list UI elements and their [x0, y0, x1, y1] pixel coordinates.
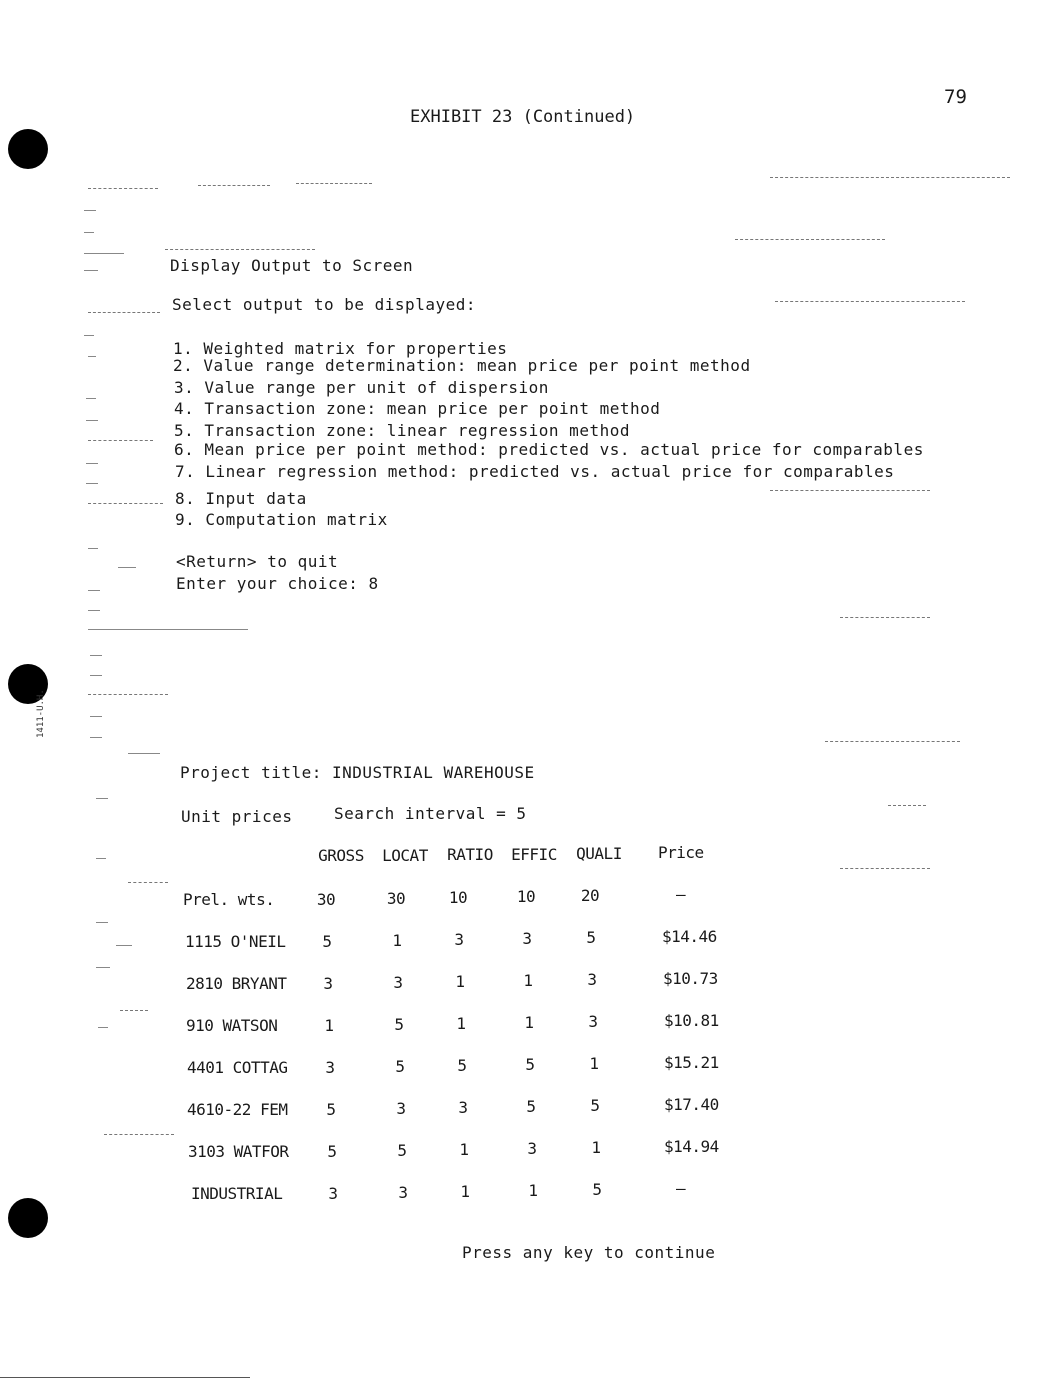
scan-artifact [90, 716, 102, 717]
price-cell: $15.21 [664, 1053, 719, 1072]
scan-artifact [770, 177, 1010, 178]
table-cell: 1 [459, 1140, 469, 1159]
scan-artifact [825, 741, 960, 742]
scan-artifact [90, 675, 102, 676]
price-cell: – [676, 1179, 686, 1198]
scan-artifact [116, 945, 132, 946]
column-header: QUALI [576, 844, 622, 863]
menu-item-5: 5. Transaction zone: linear regression method [174, 421, 630, 440]
table-cell: 3 [325, 1058, 335, 1077]
scan-artifact [96, 858, 106, 859]
menu-item-7: 7. Linear regression method: predicted vs. actual price for comparables [175, 462, 895, 481]
scan-artifact [86, 463, 98, 464]
scan-artifact [84, 335, 94, 336]
table-cell: 1 [523, 971, 533, 990]
table-cell: 3 [527, 1139, 537, 1158]
scan-artifact [86, 398, 96, 399]
search-interval: Search interval = 5 [334, 804, 527, 823]
scan-artifact [735, 239, 885, 240]
scan-artifact [840, 617, 930, 618]
table-cell: 3 [323, 974, 333, 993]
table-cell: 5 [395, 1057, 405, 1076]
punch-hole-bottom [8, 1198, 48, 1238]
price-cell: $14.94 [664, 1137, 719, 1156]
table-cell: 3 [398, 1183, 408, 1202]
scan-artifact [120, 1010, 148, 1011]
table-cell: 5 [397, 1141, 407, 1160]
table-cell: 3 [458, 1098, 468, 1117]
scan-artifact [775, 301, 965, 302]
scan-artifact [104, 1134, 174, 1135]
table-cell: 5 [586, 928, 596, 947]
price-cell: $14.46 [662, 927, 717, 946]
table-cell: 5 [525, 1055, 535, 1074]
table-cell: 1 [528, 1181, 538, 1200]
scan-artifact [888, 805, 926, 806]
table-cell: 5 [592, 1180, 602, 1199]
table-cell: 1 [589, 1054, 599, 1073]
table-cell: 5 [457, 1056, 467, 1075]
menu-item-6: 6. Mean price per point method: predicted vs. actual price for comparables [174, 440, 924, 459]
table-cell: 1 [524, 1013, 534, 1032]
continue-prompt: Press any key to continue [462, 1243, 716, 1262]
scan-artifact [88, 629, 248, 630]
row-label: 2810 BRYANT [186, 974, 287, 993]
scan-artifact [84, 253, 124, 254]
scan-artifact [86, 420, 98, 421]
scan-artifact [88, 440, 153, 441]
row-label: Prel. wts. [183, 890, 275, 909]
table-cell: 1 [324, 1016, 334, 1035]
scan-artifact [88, 188, 158, 189]
page-number: 79 [944, 86, 967, 108]
table-cell: 10 [448, 888, 468, 907]
column-header: GROSS [318, 846, 364, 865]
row-label: 4401 COTTAG [187, 1058, 288, 1077]
scan-artifact [84, 232, 94, 233]
scan-artifact [88, 590, 100, 591]
table-cell: 3 [522, 929, 532, 948]
table-cell: 3 [588, 1012, 598, 1031]
row-label: 1115 O'NEIL [185, 932, 286, 951]
scan-artifact [96, 798, 108, 799]
row-label: 3103 WATFOR [188, 1142, 289, 1161]
table-cell: 5 [590, 1096, 600, 1115]
scan-artifact [88, 548, 98, 549]
menu-item-3: 3. Value range per unit of dispersion [174, 378, 549, 397]
scan-artifact [98, 1027, 108, 1028]
table-cell: 5 [322, 932, 332, 951]
scan-artifact [88, 356, 96, 357]
column-header: RATIO [447, 845, 493, 864]
table-cell: 3 [396, 1099, 406, 1118]
table-cell: 3 [454, 930, 464, 949]
column-header: Price [658, 843, 704, 862]
table-cell: 20 [580, 886, 600, 905]
table-cell: 1 [455, 972, 465, 991]
scan-artifact [88, 503, 163, 504]
scan-artifact [198, 185, 270, 186]
table-cell: 5 [394, 1015, 404, 1034]
scan-artifact [118, 567, 136, 568]
menu-item-8: 8. Input data [175, 489, 307, 508]
table-cell: 1 [460, 1182, 470, 1201]
price-cell: – [676, 885, 686, 904]
price-cell: $10.81 [664, 1011, 719, 1030]
table-cell: 30 [386, 889, 406, 908]
menu-item-9: 9. Computation matrix [175, 510, 388, 529]
scan-artifact [90, 655, 102, 656]
table-cell: 3 [393, 973, 403, 992]
scan-artifact [84, 210, 96, 211]
margin-code: 1411-U.H. [36, 689, 46, 738]
scan-artifact [84, 270, 98, 271]
table-cell: 5 [326, 1100, 336, 1119]
price-cell: $17.40 [664, 1095, 719, 1114]
quit-hint: <Return> to quit [176, 552, 339, 571]
table-cell: 5 [327, 1142, 337, 1161]
table-cell: 3 [587, 970, 597, 989]
table-cell: 1 [392, 931, 402, 950]
row-label: 4610-22 FEM [187, 1100, 288, 1119]
table-cell: 30 [316, 890, 336, 909]
menu-heading: Display Output to Screen [170, 256, 414, 275]
scan-artifact [296, 183, 372, 184]
scan-artifact [840, 868, 930, 869]
column-header: EFFIC [511, 845, 557, 864]
row-label: 910 WATSON [186, 1016, 278, 1035]
column-header: LOCAT [382, 846, 428, 865]
table-cell: 10 [516, 887, 536, 906]
scan-artifact [165, 249, 315, 250]
table-cell: 1 [591, 1138, 601, 1157]
menu-item-1: 1. Weighted matrix for properties [173, 339, 508, 358]
row-label: INDUSTRIAL [191, 1184, 283, 1203]
scan-artifact [96, 967, 110, 968]
menu-item-4: 4. Transaction zone: mean price per point method [174, 399, 661, 418]
scan-artifact [96, 922, 108, 923]
price-cell: $10.73 [663, 969, 718, 988]
project-title: Project title: INDUSTRIAL WAREHOUSE [180, 763, 535, 782]
scan-artifact [86, 483, 98, 484]
menu-item-2: 2. Value range determination: mean price per point method [173, 356, 751, 375]
unit-prices-label: Unit prices [181, 807, 293, 826]
scan-artifact [128, 753, 160, 754]
table-cell: 3 [328, 1184, 338, 1203]
table-cell: 5 [526, 1097, 536, 1116]
table-cell: 1 [456, 1014, 466, 1033]
scan-artifact [770, 490, 930, 491]
punch-hole-top [8, 129, 48, 169]
page-edge-line [0, 1377, 250, 1378]
exhibit-title: EXHIBIT 23 (Continued) [410, 107, 636, 127]
scan-artifact [88, 610, 100, 611]
scan-artifact [88, 694, 168, 695]
scan-artifact [88, 312, 160, 313]
choice-prompt: Enter your choice: 8 [176, 574, 379, 593]
scan-artifact [90, 737, 102, 738]
menu-prompt: Select output to be displayed: [172, 295, 476, 314]
scan-artifact [128, 882, 168, 883]
